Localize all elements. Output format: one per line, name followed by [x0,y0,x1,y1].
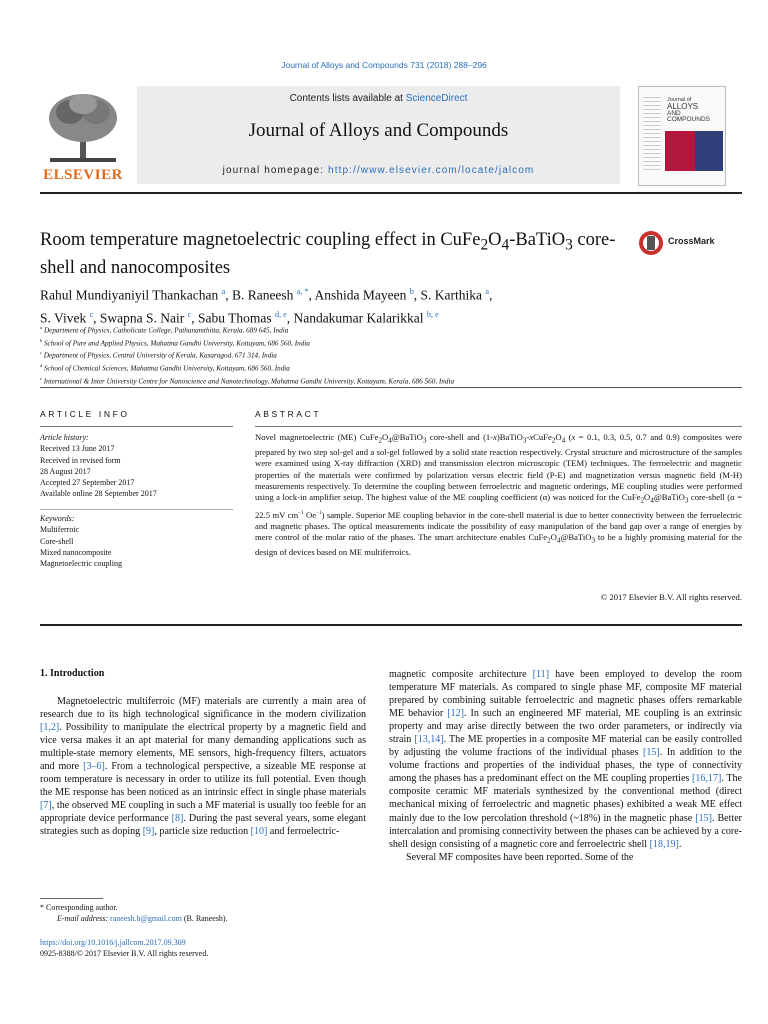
cover-title [667,97,725,123]
body-column-right [389,668,742,864]
crossmark-label: CrossMark [668,236,715,246]
divider [40,509,233,510]
keyword: Magnetoelectric coupling [40,559,122,569]
keywords [40,513,240,569]
keyword: Core-shell [40,536,74,546]
homepage-label: journal homepage: [222,165,329,176]
affiliation: $^c$ Department of Physics, Central University of Kerala, Kasaragod, 671 314, India [40,350,277,360]
paragraph: Several MF composites have been reported. Some of the [406,851,634,863]
footnote-divider [40,898,103,899]
copyright: © 2017 Elsevier B.V. All rights reserved. [600,592,742,602]
reference-link[interactable]: [9] [142,826,155,838]
divider [40,624,742,626]
divider [255,426,742,427]
doi-link[interactable]: https://doi.org/10.1016/j.jallcom.2017.09.309 [40,938,186,947]
divider [40,426,233,427]
affiliation: $^b$ School of Pure and Applied Physics, Mahatma Gandhi University, Kottayam, 686 560, India [40,337,310,348]
email-label: E-mail address: [57,913,111,923]
homepage-line [137,165,620,176]
author-name[interactable]: Anshida Mayeen [314,287,410,303]
author-name[interactable]: Rahul Mundiyaniyil Thankachan [40,287,222,303]
author-name[interactable]: Sabu Thomas [198,310,276,325]
reference-link[interactable]: [11] [532,669,550,680]
abstract-heading: ABSTRACT [255,409,322,419]
keyword: Multiferroic [40,525,80,535]
cover-text-lines [643,97,661,173]
article-history [40,432,240,500]
crossmark-button[interactable] [638,230,718,254]
history-items [40,443,240,499]
paragraph: Magnetoelectric multiferroic (MF) materials are currently a main area of research due to its high technological significance in the modern civilization [1,2]. Possibility to manipulate the electrical property by a magnetic field and vice versa makes it an apt material for many demanding applications such as multiple-state memory elements, ME sensors, high-frequency filters, actuators and more [3–6]. From a technological perspective, a sizeable ME response at room temperature is necessary in order to utilize its full potential. Even though the ME response has been noticed as an intrinsic effect in single phase materials [7], the observed ME coupling in such a MF material is usually too feeble for an appropriate device performance [8]. During the past several years, some elegant strategies such as doping [9], particle size reduction [10] and ferroelectric- [40,696,366,838]
author-name[interactable]: B. Raneesh [231,287,297,303]
author-name[interactable]: S. Karthika [420,287,486,303]
citation-link[interactable]: Journal of Alloys and Compounds 731 (2018) 288–296 [281,60,487,70]
affiliation: $^e$ International & Inter University Centre for Nanoscience and Nanotechnology, Mahatma Gandhi University, Kottayam, Kerala, 686 560, India [40,375,455,386]
author-name[interactable]: S. Vivek [40,310,90,325]
author-affiliation-marker[interactable]: b [409,287,414,296]
author-affiliation-marker[interactable]: d, e [275,309,287,319]
cover-title-line: Journal of [667,97,692,103]
history-item: Accepted 27 September 2017 [40,478,135,488]
author-affiliation-marker[interactable]: c [187,309,192,319]
author-name[interactable]: Swapna S. Nair [99,310,188,325]
cover-blue-block [695,131,723,171]
article-info-heading: ARTICLE INFO [40,409,130,419]
footnote [40,903,366,924]
journal-name: Journal of Alloys and Compounds [248,120,509,141]
history-item: Received in revised form [40,455,121,465]
reference-link[interactable]: [13,14] [414,734,444,746]
affiliation-list [40,323,740,386]
keyword-items [40,524,240,569]
author-affiliation-marker[interactable]: a [221,287,226,296]
tree-icon [40,88,126,166]
header-divider [40,192,742,194]
paragraph: magnetic composite architecture [11] have been employed to develop the room temperature MF materials. As compared to single phase MF, composite MF material prepared by combining suitable ferroelectric and magnetic phases offers remarkable ME behavior [12]. In such an engineered MF material, ME coupling is an extrinsic property and may arise directly between the two order parameters, or indirectly via strain [13,14]. The ME properties in a composite MF material can be easily controlled by adjusting the volume fractions of the individual phases [15]. In addition to the volume fractions and properties of the individual phases, the type of connectivity among the phases has a predominant effect on the ME coupling properties [16,17]. The composite ceramic MF materials synthesized by the conventional method (direct mechanical mixing of ferroelectric and magnetic phases) exhibited a weak ME effect mainly due to the low percolation threshold (~18%) in the magnetic phase [15]. Better intercalation and promising connectivity between the phases can be achieved by a core-shell design consisting of a magnetic core and ferroelectric shell [18,19]. [389,669,743,850]
cover-red-block [665,131,695,171]
homepage-link[interactable]: http://www.elsevier.com/locate/jalcom [328,165,535,176]
crossmark-icon [638,230,664,256]
keywords-label: Keywords: [40,514,75,523]
issn-line: 0925-8388/© 2017 Elsevier B.V. All rights reserved. [40,948,209,958]
author-affiliation-marker[interactable]: a, * [296,287,309,296]
reference-link[interactable]: [1,2] [40,722,60,734]
history-item: 28 August 2017 [40,466,91,476]
cover-title-line: AND COMPOUNDS [667,110,710,123]
footnote-star: * [40,903,44,912]
history-item: Received 13 June 2017 [40,444,115,454]
history-label: Article history: [40,433,89,442]
elsevier-logo [40,88,126,184]
contents-prefix: Contents lists available at [289,93,406,104]
reference-link[interactable]: [10] [250,826,268,838]
divider [40,387,742,388]
reference-link[interactable]: [3–6] [83,761,105,773]
author-list: Rahul Mundiyaniyil Thankachan $^a$, B. Raneesh $^{a, *}$, Anshida Mayeen $^b$, S. Karthika $^a$, S. Vivek $^c$, Swapna S. Nair $^c$, Sabu Thomas $^{d, e}$, Nandakumar Kalarikkal $^{b, e}$ [40,287,493,325]
abstract-text: Novel magnetoelectric (ME) $CuFe_2O_4@BaTiO_3$ core-shell and $(1-x)BaTiO_3-xCuFe_2O_4$ (x = 0.1, 0.3, 0.5, 0.7 and 0.9) composites were prepared by two step sol-gel and a sol-gel followed by a solid state reaction respectively. Crystal structure and microstructure of the samples were examined using X-ray diffraction (XRD) and transmission electron microscopic (TEM) techniques. The ferroelectric and magnetic properties of the materials were confirmed by polarization versus electric field (P-E) and magnetization versus magnetic field (M-H) measurements respectively. To determine the coupling between ferroelectric and magnetic orderings, ME coupling studies were performed using a lock-in amplifier setup. The highest value of the ME coupling coefficient (α) was noticed for the $CuFe_2O_4@BaTiO_3$ core-shell (α = 22.5 mV $cm^{-1}$ $Oe^{-1}$) sample. Superior ME coupling behavior in the core-shell material is due to better connectivity between the ferroelectric and magnetic phases. The optical measurements indicate the possibility of easy manipulation of the band gap over a range of energies by mere control of the molar ratio of the phases. The smart architecture enables $CuFe_2O_4@BaTiO_3$ to be a highly promising material for the design of devices based on ME multiferroics. [255,432,742,558]
author-name[interactable]: Nandakumar Kalarikkal [293,310,427,325]
reference-link[interactable]: [15] [695,812,712,824]
page-footer [40,938,440,959]
author-affiliation-marker[interactable]: c [89,309,94,319]
reference-link[interactable]: [16,17] [692,773,722,785]
reference-link[interactable]: [18,19] [649,838,679,850]
contents-line [137,93,620,104]
publisher-name: ELSEVIER [43,167,123,183]
affiliation: $^a$ Department of Physics, Catholicate College, Pathanamthitta, Kerala, 689 645, India [40,325,289,335]
author-affiliation-marker[interactable]: a [485,287,490,296]
footnote-text: Corresponding author. [44,903,118,912]
body-column-left [40,695,366,839]
reference-link[interactable]: [15] [642,747,660,759]
section-heading-introduction: 1. Introduction [40,668,105,679]
reference-link[interactable]: [7] [40,800,52,812]
sciencedirect-link[interactable]: ScienceDirect [405,93,468,104]
author-affiliation-marker[interactable]: b, e [426,309,439,319]
cover-title-line: ALLOYS [667,102,699,111]
reference-link[interactable]: [8] [171,813,184,825]
history-item: Available online 28 September 2017 [40,489,157,499]
email-link[interactable]: raneesh.b@gmail.com [110,913,182,923]
article-title: Room temperature magnetoelectric coupling effect in $CuFe_2O_4-BaTiO_3$ core-shell and nanocomposites [40,230,616,278]
journal-cover [638,86,726,186]
affiliation: $^d$ School of Chemical Sciences, Mahatma Gandhi University, Kottayam, 686 560, India [40,363,290,373]
reference-link[interactable]: [12] [447,708,465,720]
keyword: Mixed nanocomposite [40,547,112,557]
email-suffix: (B. Raneesh). [181,913,228,923]
